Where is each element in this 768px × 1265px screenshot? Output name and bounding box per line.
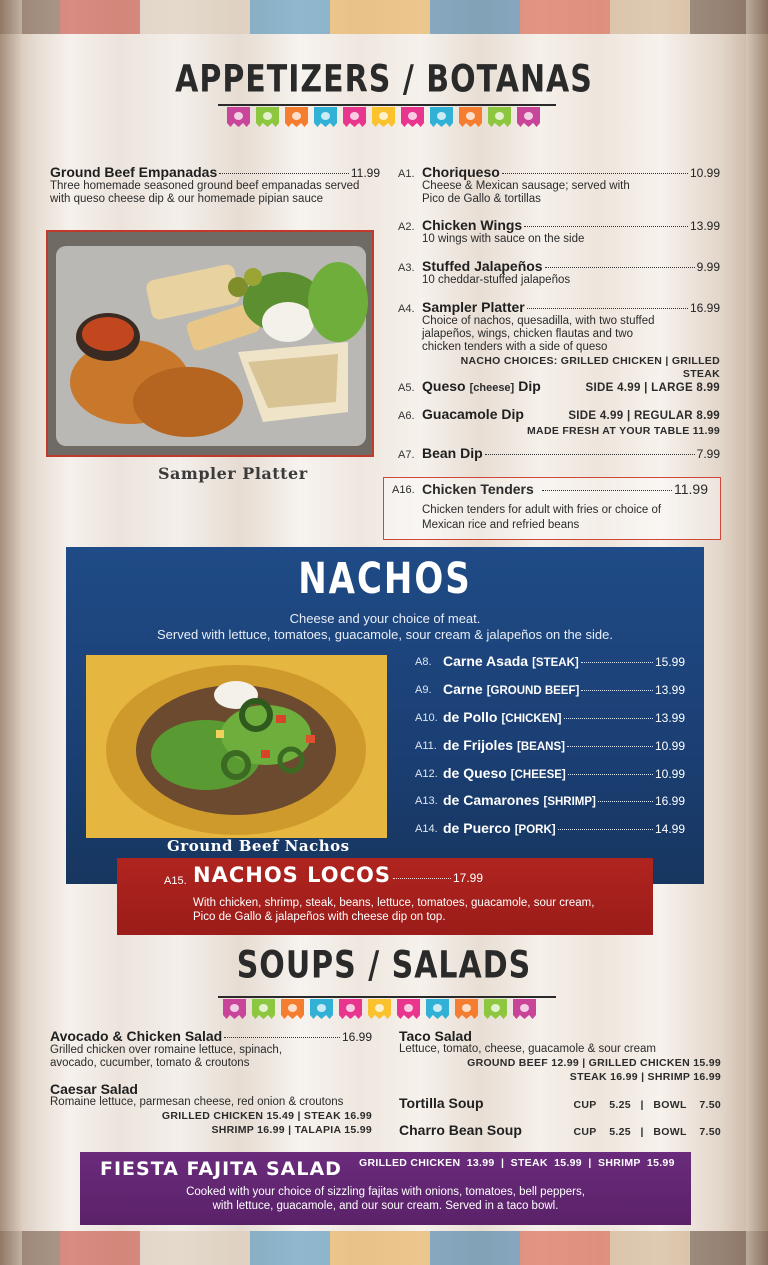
nachos-subtitle-2: Served with lettuce, tomatoes, guacamole, sour cream & jalapeños on the side. xyxy=(157,627,613,642)
item-number: A1. xyxy=(398,168,415,180)
item-price: 14.99 xyxy=(654,822,685,836)
item-desc: 10 cheddar-stuffed jalapeños xyxy=(422,274,571,286)
item-name: Queso xyxy=(422,378,466,394)
item-name: Charro Bean Soup xyxy=(399,1122,522,1138)
item-number: A6. xyxy=(398,410,415,422)
item-name: de Puerco xyxy=(443,820,511,836)
item-prices: GRILLED CHICKEN 13.99 | STEAK 15.99 | SHRIMP 15.99 xyxy=(359,1157,675,1169)
soups-title: SOUPS / SALADS xyxy=(236,943,532,988)
item-number: A2. xyxy=(398,221,415,233)
papel-picado-flag xyxy=(310,999,333,1019)
papel-picado-flag xyxy=(488,107,511,127)
leader-dots xyxy=(502,173,688,174)
menu-item-a2 xyxy=(398,219,720,246)
papel-picado-flag xyxy=(339,999,362,1019)
item-price: 13.99 xyxy=(654,683,685,697)
papel-picado-flag xyxy=(372,107,395,127)
item-desc: Grilled chicken over romaine lettuce, spinach, avocado, cucumber, tomato & croutons xyxy=(50,1044,283,1069)
sampler-platter-photo xyxy=(46,230,374,457)
item-desc: Cheese & Mexican sausage; served with Pico de Gallo & tortillas xyxy=(422,180,630,205)
chicken-tenders-box xyxy=(383,477,721,540)
item-name: Carne xyxy=(443,681,483,697)
item-number: A15. xyxy=(164,875,187,887)
leader-dots xyxy=(564,718,653,719)
item-price: 10.99 xyxy=(689,166,720,180)
menu-item-caesar-salad xyxy=(50,1083,372,1137)
papel-picado-flag xyxy=(430,107,453,127)
item-number: A10. xyxy=(415,712,438,724)
item-qualifier: [cheese] xyxy=(469,382,515,394)
item-price: 16.99 xyxy=(654,794,685,808)
item-prices-1: GRILLED CHICKEN 15.49 | STEAK 16.99 xyxy=(161,1110,372,1122)
item-name: Ground Beef Empanadas xyxy=(50,164,218,180)
leader-dots xyxy=(558,829,653,830)
sampler-platter-image xyxy=(48,232,374,457)
item-name: Chicken Wings xyxy=(422,217,523,233)
item-name: Choriqueso xyxy=(422,164,500,180)
item-name: Carne Asada xyxy=(443,653,529,669)
papel-picado-flag xyxy=(426,999,449,1019)
item-number: A14. xyxy=(415,823,438,835)
menu-item-avocado-salad xyxy=(50,1030,372,1070)
menu-item-a6 xyxy=(398,408,720,438)
papel-picado-flag xyxy=(455,999,478,1019)
item-name-suffix: Dip xyxy=(518,378,541,394)
item-qualifier: [STEAK] xyxy=(532,657,579,669)
papel-picado-flag xyxy=(223,999,246,1019)
leader-dots xyxy=(568,774,653,775)
item-price: 10.99 xyxy=(654,739,685,753)
leader-dots xyxy=(393,878,451,879)
papel-picado-flag xyxy=(285,107,308,127)
menu-item-a7 xyxy=(398,447,720,461)
papel-picado-flag xyxy=(314,107,337,127)
bottom-wood-strip xyxy=(0,1231,768,1265)
menu-item-a3 xyxy=(398,260,720,287)
item-name: de Pollo xyxy=(443,709,498,725)
item-desc: Romaine lettuce, parmesan cheese, red onion & croutons xyxy=(50,1096,344,1108)
item-prices-2: SHRIMP 16.99 | TALAPIA 15.99 xyxy=(211,1124,372,1136)
item-price: 11.99 xyxy=(674,481,708,497)
item-name: de Camarones xyxy=(443,792,540,808)
item-name: Stuffed Jalapeños xyxy=(422,258,543,274)
ground-beef-nachos-photo xyxy=(86,655,387,838)
papel-picado-flag xyxy=(227,107,250,127)
left-edge xyxy=(0,0,22,1265)
item-desc: 10 wings with sauce on the side xyxy=(422,233,585,245)
item-number: A11. xyxy=(415,740,437,752)
item-name: Bean Dip xyxy=(422,445,483,461)
item-number: A16. xyxy=(392,484,415,496)
item-desc: Choice of nachos, quesadilla, with two stuffed jalapeños, wings, chicken flautas and two chicken tenders with a side of queso xyxy=(422,315,655,353)
item-qualifier: [CHEESE] xyxy=(510,769,566,781)
fiesta-fajita-panel xyxy=(80,1152,691,1225)
menu-item-taco-salad xyxy=(399,1030,721,1084)
item-desc: Lettuce, tomato, cheese, guacamole & sour cream xyxy=(399,1043,656,1055)
item-desc-2: with lettuce, guacamole, and our sour cream. Served in a taco bowl. xyxy=(212,1200,559,1212)
papel-picado-banner xyxy=(227,107,540,127)
item-price: 13.99 xyxy=(689,219,720,233)
item-name: Chicken Tenders xyxy=(422,481,534,497)
item-sizes: SIDE 4.99 | REGULAR 8.99 xyxy=(568,410,720,422)
appetizers-title: APPETIZERS / BOTANAS xyxy=(175,57,593,102)
papel-picado-flag xyxy=(343,107,366,127)
item-name: Sampler Platter xyxy=(422,299,525,315)
papel-picado-flag xyxy=(484,999,507,1019)
menu-item-tortilla-soup xyxy=(399,1097,721,1112)
item-name: de Queso xyxy=(443,765,507,781)
item-number: A8. xyxy=(415,656,432,668)
item-name: Tortilla Soup xyxy=(399,1095,484,1111)
item-qualifier: [CHICKEN] xyxy=(501,713,562,725)
papel-picado-flag xyxy=(401,107,424,127)
menu-item-a5 xyxy=(398,380,720,395)
papel-picado-flag xyxy=(459,107,482,127)
item-name: de Frijoles xyxy=(443,737,514,753)
item-prices-1: GROUND BEEF 12.99 | GRILLED CHICKEN 15.99 xyxy=(467,1057,721,1069)
item-name: NACHOS LOCOS xyxy=(193,863,391,887)
nachos-panel xyxy=(66,547,704,884)
papel-picado-flag xyxy=(517,107,540,127)
menu-item-empanadas xyxy=(50,166,380,206)
item-desc: Chicken tenders for adult with fries or choice of Mexican rice and refried beans xyxy=(422,504,662,531)
nachos-subtitle-1: Cheese and your choice of meat. xyxy=(289,611,481,626)
item-number: A9. xyxy=(415,684,432,696)
papel-picado-banner xyxy=(223,999,536,1019)
papel-picado-flag xyxy=(368,999,391,1019)
leader-dots xyxy=(224,1037,340,1038)
item-number: A4. xyxy=(398,303,415,315)
leader-dots xyxy=(542,490,672,491)
item-name: Guacamole Dip xyxy=(422,406,524,422)
menu-item-a1 xyxy=(398,166,720,206)
item-price: 16.99 xyxy=(689,301,720,315)
leader-dots xyxy=(527,308,688,309)
leader-dots xyxy=(485,454,695,455)
papel-picado-flag xyxy=(397,999,420,1019)
item-price: 7.99 xyxy=(696,447,720,461)
item-prices-2: STEAK 16.99 | SHRIMP 16.99 xyxy=(569,1071,721,1083)
item-price: 11.99 xyxy=(350,166,380,180)
item-price: 10.99 xyxy=(654,767,685,781)
right-edge xyxy=(746,0,768,1265)
item-price: 17.99 xyxy=(452,871,483,885)
item-price: 13.99 xyxy=(654,711,685,725)
item-name: FIESTA FAJITA SALAD xyxy=(100,1158,342,1180)
leader-dots xyxy=(581,662,653,663)
item-extra: MADE FRESH AT YOUR TABLE 11.99 xyxy=(527,425,720,437)
item-number: A5. xyxy=(398,382,415,394)
item-prices: CUP 5.25 | BOWL 7.50 xyxy=(573,1099,721,1111)
item-number: A12. xyxy=(415,768,438,780)
item-prices: CUP 5.25 | BOWL 7.50 xyxy=(573,1126,721,1138)
nachos-image xyxy=(86,655,387,838)
nachos-locos-panel xyxy=(117,858,653,935)
item-qualifier: [BEANS] xyxy=(517,741,565,753)
item-sizes: SIDE 4.99 | LARGE 8.99 xyxy=(585,382,720,394)
item-options: NACHO CHOICES: GRILLED CHICKEN | GRILLED STEAK xyxy=(460,355,720,380)
item-desc-1: With chicken, shrimp, steak, beans, lettuce, tomatoes, guacamole, sour cream, xyxy=(193,897,595,909)
papel-picado-flag xyxy=(256,107,279,127)
nachos-caption: Ground Beef Nachos xyxy=(167,837,350,855)
item-desc-1: Cooked with your choice of sizzling fajitas with onions, tomatoes, bell peppers, xyxy=(186,1186,585,1198)
item-price: 9.99 xyxy=(696,260,720,274)
item-qualifier: [GROUND BEEF] xyxy=(486,685,580,697)
nachos-title: NACHOS xyxy=(298,554,472,604)
menu-item-a4 xyxy=(398,301,720,381)
papel-picado-flag xyxy=(513,999,536,1019)
banner-string xyxy=(218,996,556,998)
item-desc: Three homemade seasoned ground beef empanadas served with queso cheese dip & our homemade pipian sauce xyxy=(50,180,360,205)
menu-item-charro-bean-soup xyxy=(399,1124,721,1139)
leader-dots xyxy=(598,801,653,802)
leader-dots xyxy=(581,690,653,691)
item-price: 15.99 xyxy=(654,655,685,669)
item-desc-2: Pico de Gallo & jalapeños with cheese dip on top. xyxy=(193,911,446,923)
item-name: Caesar Salad xyxy=(50,1081,138,1097)
leader-dots xyxy=(219,173,349,174)
item-number: A13. xyxy=(415,795,438,807)
banner-string xyxy=(218,104,556,106)
item-price: 16.99 xyxy=(341,1030,372,1044)
item-name: Taco Salad xyxy=(399,1028,472,1044)
item-number: A3. xyxy=(398,262,415,274)
leader-dots xyxy=(524,226,688,227)
item-name: Avocado & Chicken Salad xyxy=(50,1028,223,1044)
leader-dots xyxy=(545,267,695,268)
leader-dots xyxy=(567,746,653,747)
item-qualifier: [PORK] xyxy=(514,824,556,836)
papel-picado-flag xyxy=(281,999,304,1019)
sampler-caption: Sampler Platter xyxy=(158,464,308,483)
top-wood-strip xyxy=(0,0,768,34)
item-qualifier: [SHRIMP] xyxy=(543,796,596,808)
item-number: A7. xyxy=(398,449,415,461)
papel-picado-flag xyxy=(252,999,275,1019)
